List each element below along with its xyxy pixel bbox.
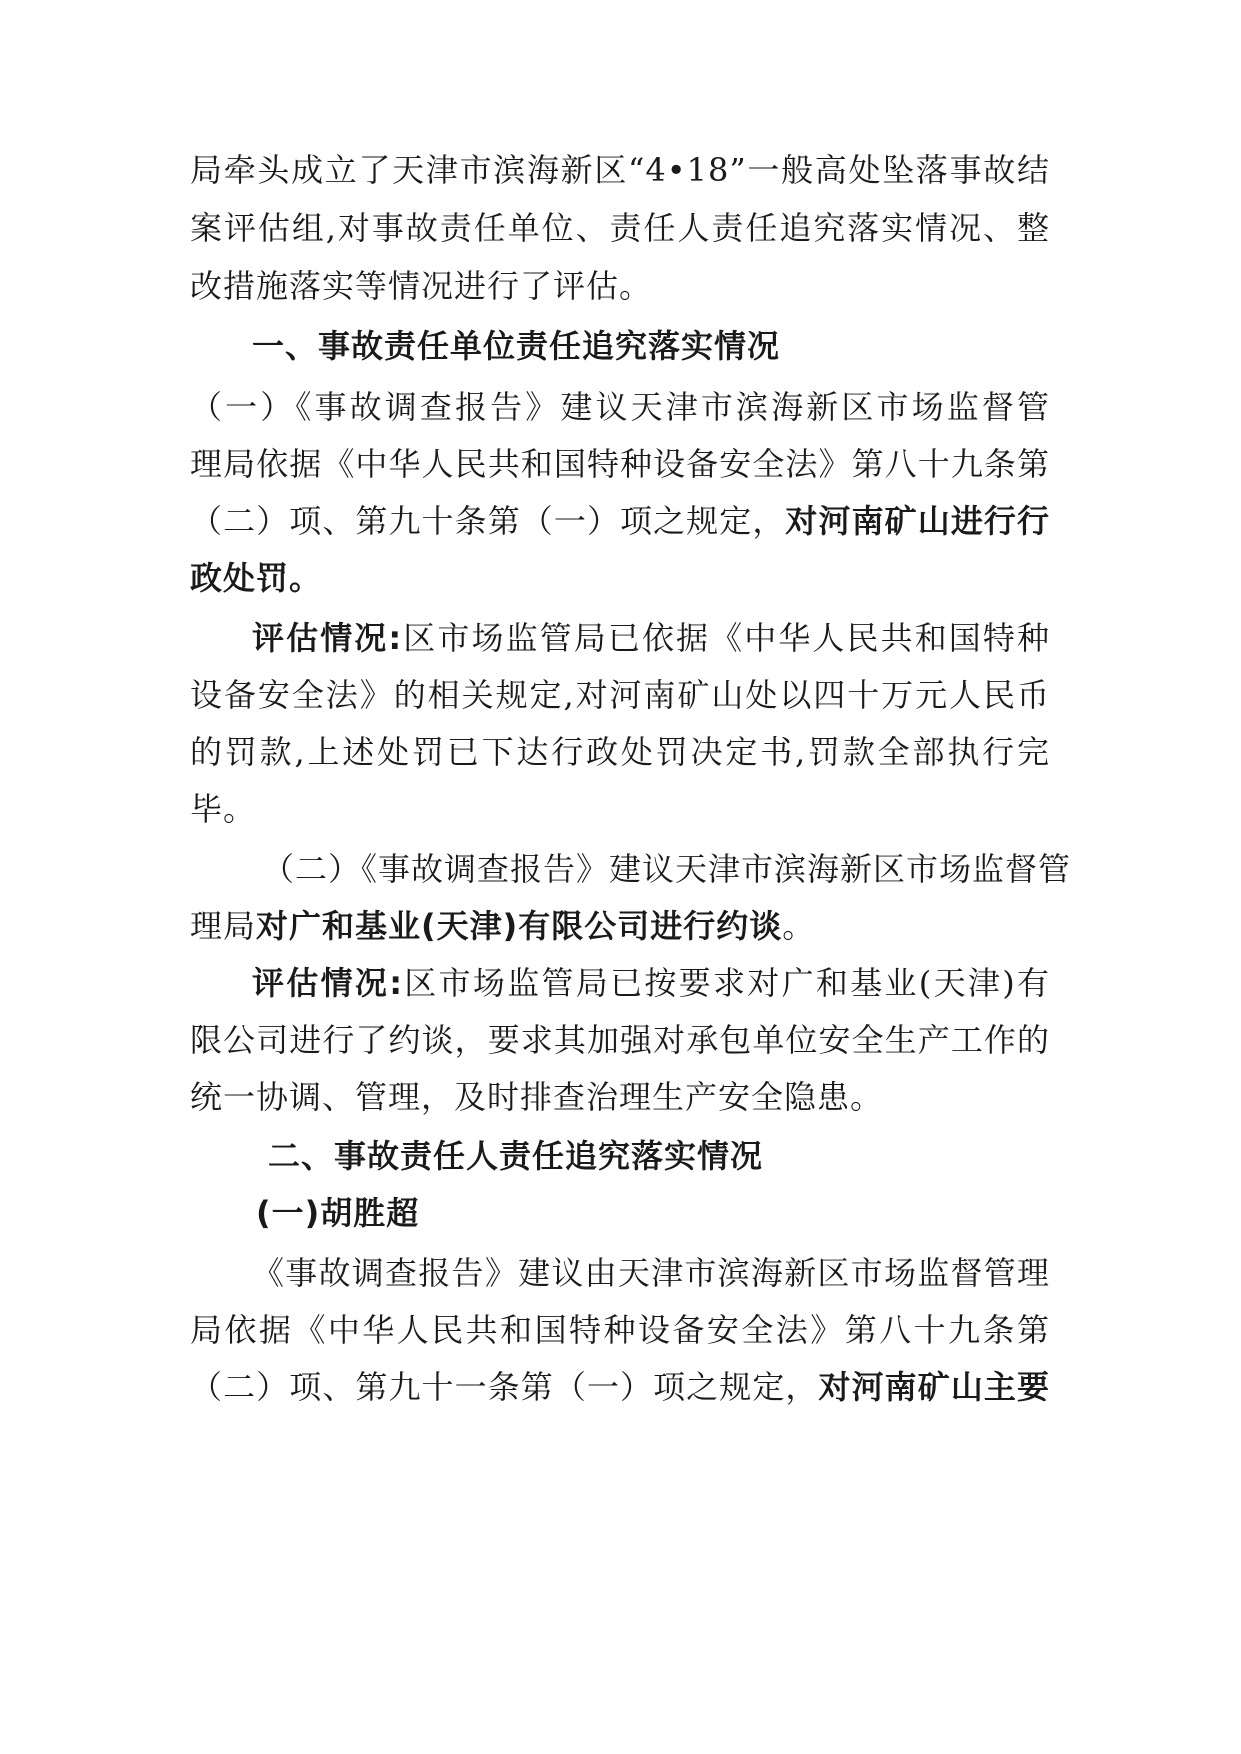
item-1-line-2: 理局依据《中华人民共和国特种设备安全法》第八十九条第 xyxy=(190,445,1050,483)
eval-2-label: 评估情况: xyxy=(252,964,403,1002)
intro-line-3: 改措施落实等情况进行了评估。 xyxy=(190,267,653,305)
section-2-para-line-3 xyxy=(190,1367,1050,1407)
eval-1-label: 评估情况: xyxy=(252,619,403,657)
section-2-para-line-2: 局依据《中华人民共和国特种设备安全法》第八十九条第 xyxy=(190,1311,1050,1349)
item-1-line-3-text: （二）项、第九十条第（一）项之规定， xyxy=(190,502,786,540)
eval-2-line-1 xyxy=(252,963,1050,1003)
eval-1-line-2: 设备安全法》的相关规定,对河南矿山处以四十万元人民币 xyxy=(190,676,1050,714)
eval-2-line-2: 限公司进行了约谈，要求其加强对承包单位安全生产工作的 xyxy=(190,1021,1050,1059)
item-1-line-1: （一）《事故调查报告》建议天津市滨海新区市场监督管 xyxy=(190,388,1050,426)
eval-1-line-3: 的罚款,上述处罚已下达行政处罚决定书,罚款全部执行完 xyxy=(190,733,1050,771)
item-1-line-3-bold: 对河南矿山进行行 xyxy=(785,502,1050,540)
item-2-line-2-end: 。 xyxy=(782,907,816,945)
eval-1-line-4: 毕。 xyxy=(190,790,257,828)
item-2-line-2-text: 理局 xyxy=(190,907,257,945)
section-2-heading: 二、事故责任人责任追究落实情况 xyxy=(268,1137,764,1175)
item-2-line-1: （二）《事故调查报告》建议天津市滨海新区市场监督管 xyxy=(262,850,1072,888)
item-2-line-2 xyxy=(190,906,1050,946)
section-1-heading: 一、事故责任单位责任追究落实情况 xyxy=(252,327,781,365)
section-2-para-line-3-bold: 对河南矿山主要 xyxy=(818,1368,1050,1406)
item-1-line-3 xyxy=(190,501,1050,541)
intro-line-2: 案评估组,对事故责任单位、责任人责任追究落实情况、整 xyxy=(190,209,1050,247)
eval-1-line-1-text: 区市场监管局已依据《中华人民共和国特种 xyxy=(402,619,1050,657)
section-2-para-line-3-text: （二）项、第九十一条第（一）项之规定， xyxy=(190,1368,819,1406)
intro-line-1: 局牵头成立了天津市滨海新区“4•18”一般高处坠落事故结 xyxy=(190,151,1050,189)
section-2-para-line-1: 《事故调查报告》建议由天津市滨海新区市场监督管理 xyxy=(252,1254,1050,1292)
section-2-subheading: (一)胡胜超 xyxy=(256,1194,420,1232)
eval-1-line-1 xyxy=(252,618,1050,658)
item-1-line-4-bold: 政处罚。 xyxy=(190,559,323,597)
eval-2-line-1-text: 区市场监管局已按要求对广和基业(天津)有 xyxy=(403,964,1050,1002)
item-2-line-2-bold: 对广和基业(天津)有限公司进行约谈 xyxy=(256,907,783,945)
eval-2-line-3: 统一协调、管理，及时排查治理生产安全隐患。 xyxy=(190,1078,884,1116)
